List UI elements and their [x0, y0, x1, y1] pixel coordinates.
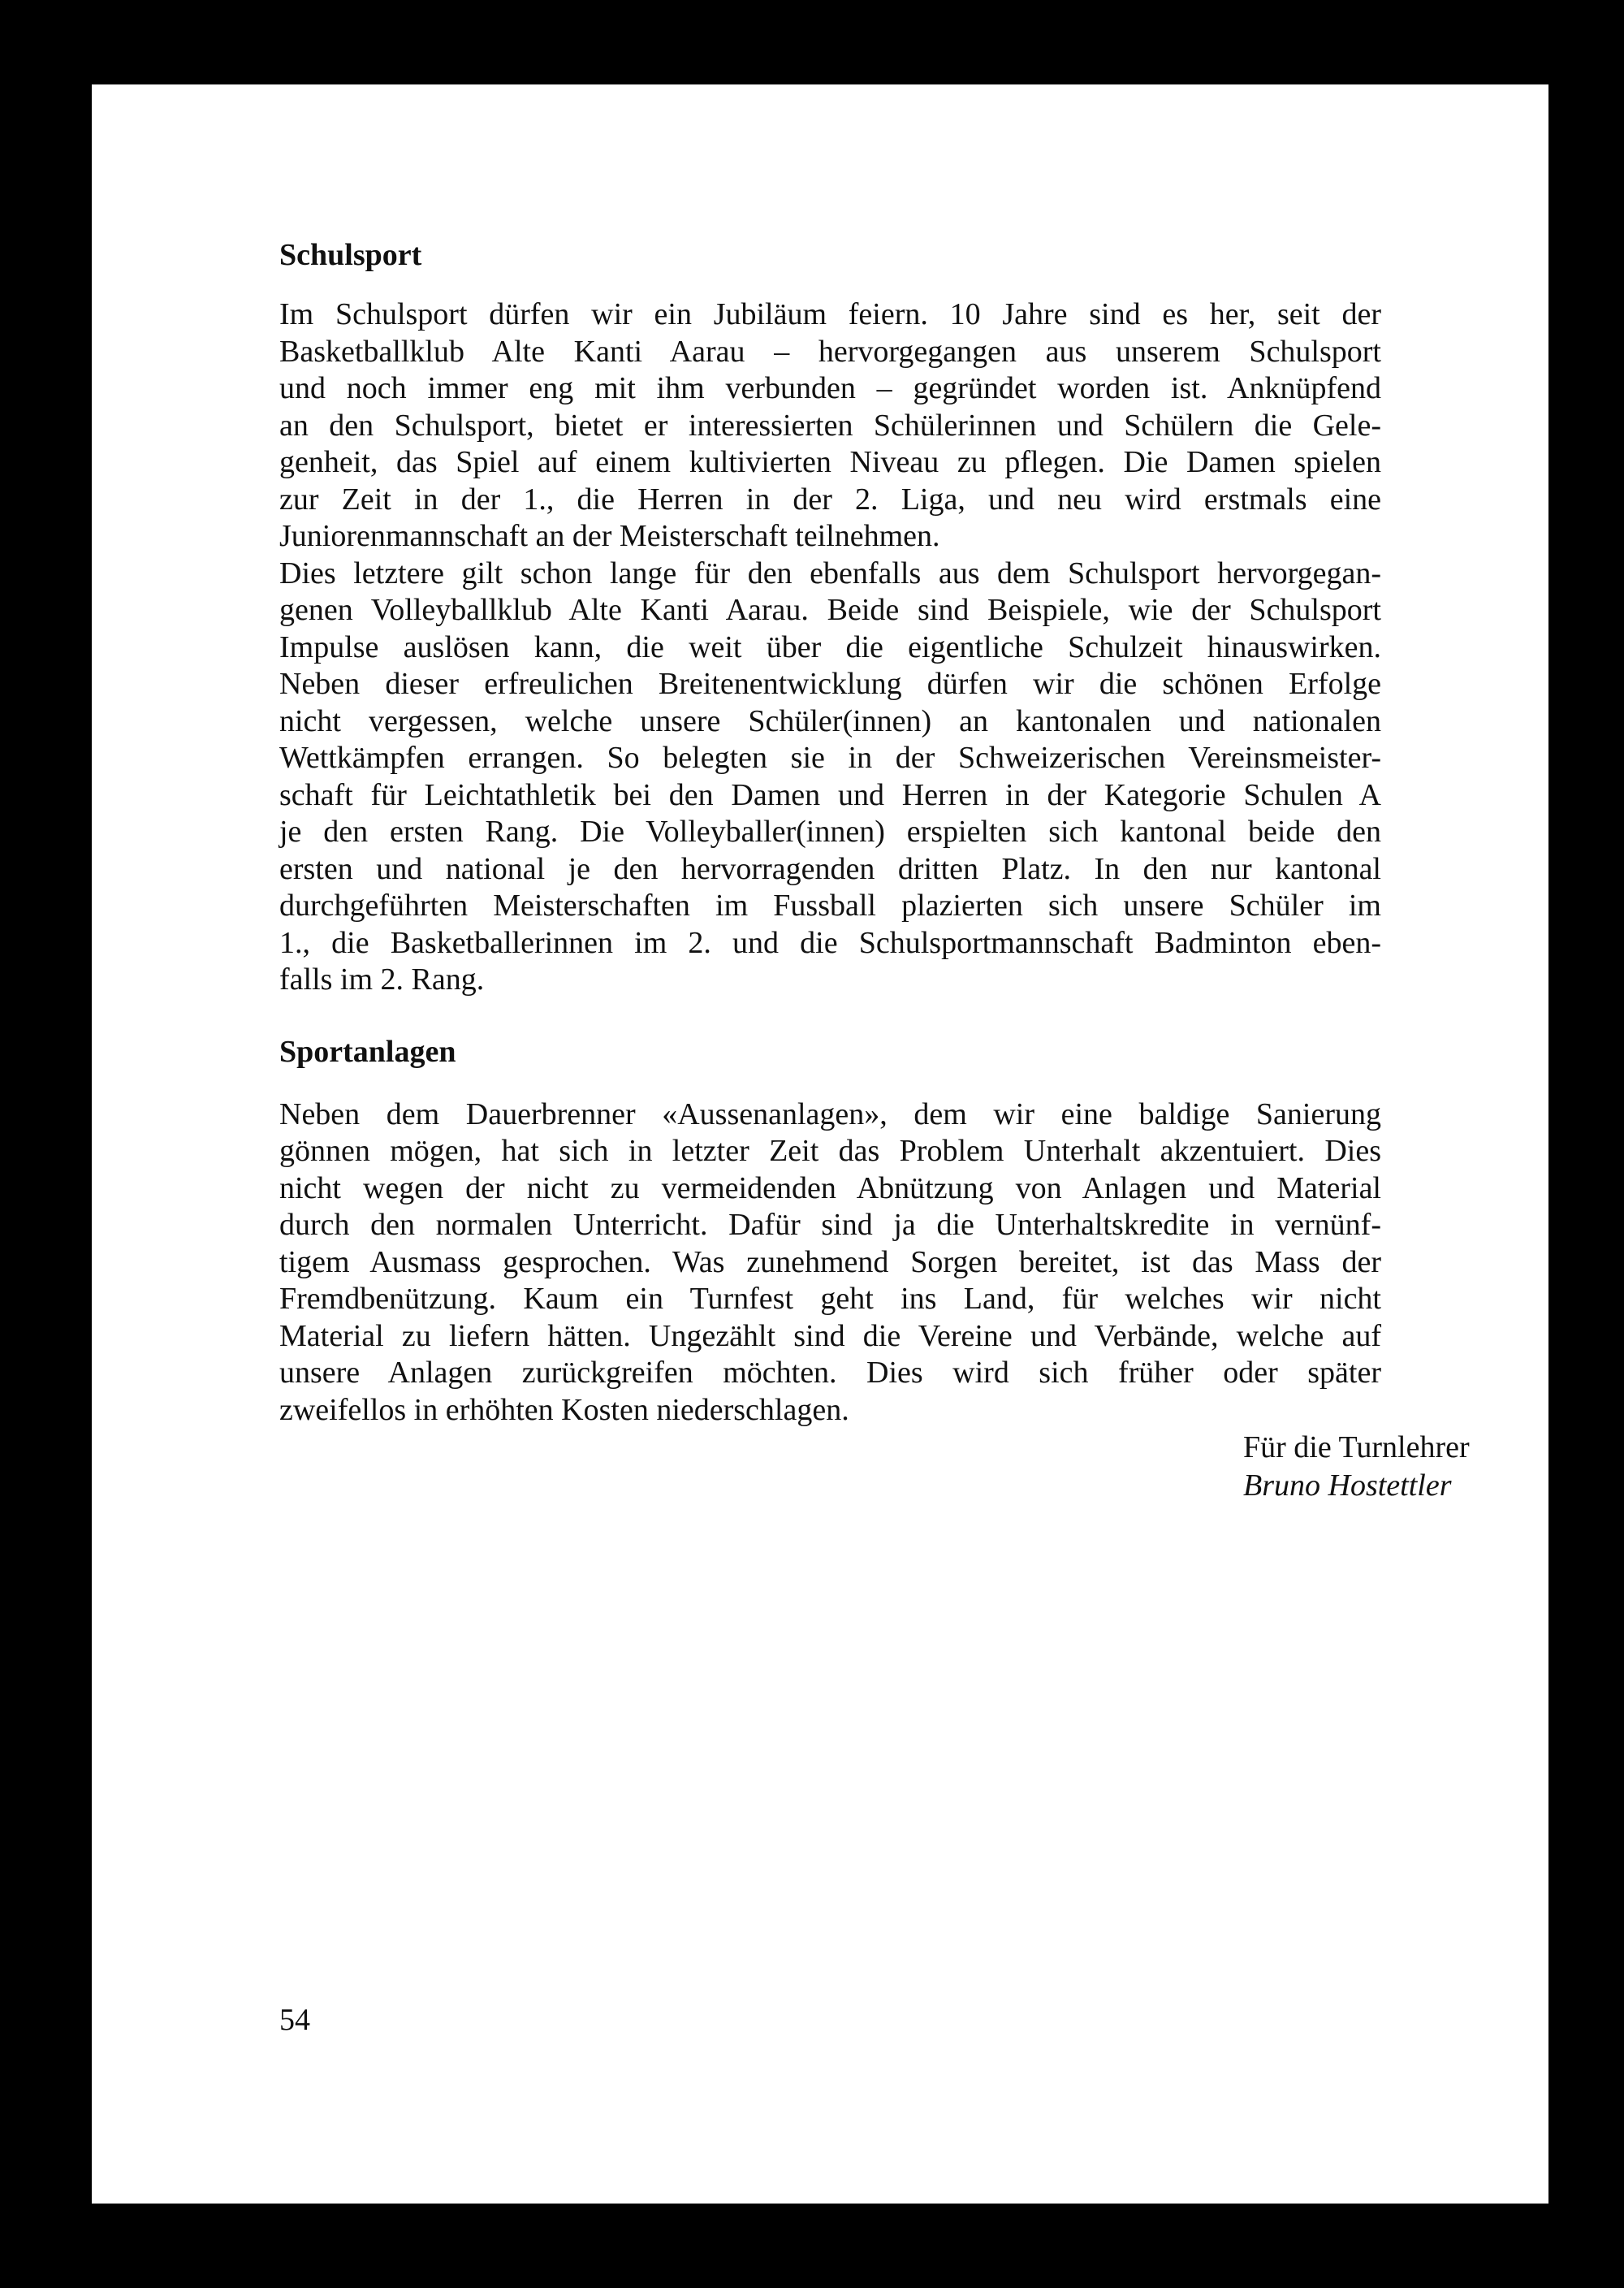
text-line: Juniorenmannschaft an der Meisterschaft teilnehmen. [279, 519, 940, 553]
signature-role: Für die Turnlehrer [1243, 1430, 1470, 1464]
text-line: nicht wegen der nicht zu vermeidenden Abnützung von Anlagen und Material [279, 1170, 1381, 1205]
document-page [92, 84, 1548, 2204]
text-line: Impulse auslösen kann, die weit über die eigentliche Schulzeit hinauswirken. [279, 629, 1381, 664]
text-line: genheit, das Spiel auf einem kultivierten Niveau zu pflegen. Die Damen spielen [279, 445, 1381, 479]
section-body-sportanlagen [279, 1096, 1381, 1429]
text-line: zur Zeit in der 1., die Herren in der 2. Liga, und neu wird erstmals eine [279, 482, 1381, 517]
text-line: genen Volleyballklub Alte Kanti Aarau. Beide sind Beispiele, wie der Schulsport [279, 593, 1381, 627]
text-line: an den Schulsport, bietet er interessierten Schülerinnen und Schülern die Gele- [279, 408, 1381, 443]
text-line: Neben dem Dauerbrenner «Aussenanlagen», dem wir eine baldige Sanierung [279, 1096, 1381, 1131]
text-line: tigem Ausmass gesprochen. Was zunehmend Sorgen bereitet, ist das Mass der [279, 1244, 1381, 1279]
text-line: Basketballklub Alte Kanti Aarau – hervorgegangen aus unserem Schulsport [279, 334, 1381, 369]
text-line: zweifellos in erhöhten Kosten niederschlagen. [279, 1392, 849, 1427]
section-body-schulsport [279, 296, 1381, 999]
text-line: Material zu liefern hätten. Ungezählt sind die Vereine und Verbände, welche auf [279, 1318, 1381, 1353]
text-line: gönnen mögen, hat sich in letzter Zeit das Problem Unterhalt akzentuiert. Dies [279, 1134, 1381, 1168]
text-line: und noch immer eng mit ihm verbunden – gegründet worden ist. Anknüpfend [279, 371, 1381, 405]
text-line: durch den normalen Unterricht. Dafür sind ja die Unterhaltskredite in vernünf- [279, 1208, 1381, 1242]
text-line: schaft für Leichtathletik bei den Damen und Herren in der Kategorie Schulen A [279, 777, 1381, 812]
signature-name: Bruno Hostettler [1243, 1468, 1452, 1503]
text-line: ersten und national je den hervorragenden dritten Platz. In den nur kantonal [279, 851, 1381, 886]
text-line: durchgeführten Meisterschaften im Fussball plazierten sich unsere Schüler im [279, 889, 1381, 923]
text-line: Dies letztere gilt schon lange für den ebenfalls aus dem Schulsport hervorgegan- [279, 556, 1381, 590]
section-heading-sportanlagen: Sportanlagen [279, 1034, 456, 1069]
text-line: nicht vergessen, welche unsere Schüler(innen) an kantonalen und nationalen [279, 703, 1381, 738]
signature-block [1243, 1429, 1519, 1505]
text-line: Wettkämpfen errangen. So belegten sie in der Schweizerischen Vereinsmeister- [279, 741, 1381, 775]
section-heading-schulsport: Schulsport [279, 238, 422, 272]
text-line: Neben dieser erfreulichen Breitenentwicklung dürfen wir die schönen Erfolge [279, 667, 1381, 701]
text-line: je den ersten Rang. Die Volleyballer(innen) erspielten sich kantonal beide den [279, 815, 1381, 849]
page-content [279, 236, 1470, 1505]
text-line: Im Schulsport dürfen wir ein Jubiläum feiern. 10 Jahre sind es her, seit der [279, 297, 1381, 331]
text-line: falls im 2. Rang. [279, 962, 485, 997]
text-line: Fremdbenützung. Kaum ein Turnfest geht ins Land, für welches wir nicht [279, 1282, 1381, 1316]
page-number: 54 [279, 2003, 310, 2037]
text-line: unsere Anlagen zurückgreifen möchten. Dies wird sich früher oder später [279, 1356, 1381, 1390]
text-line: 1., die Basketballerinnen im 2. und die Schulsportmannschaft Badminton eben- [279, 925, 1381, 960]
